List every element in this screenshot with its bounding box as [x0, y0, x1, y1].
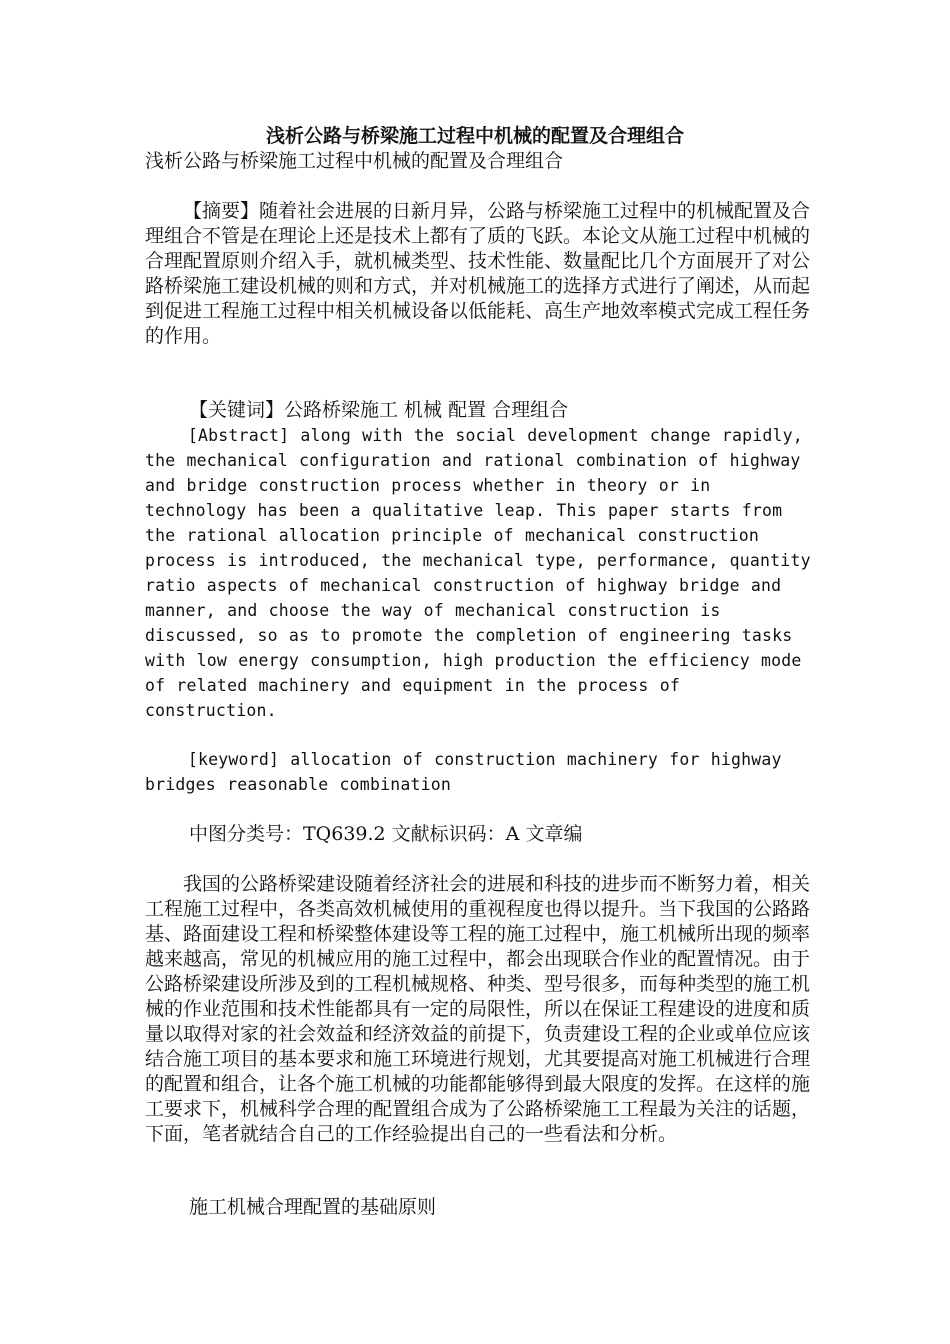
document-subtitle: 浅析公路与桥梁施工过程中机械的配置及合理组合 [145, 150, 564, 172]
keywords-en: [keyword] allocation of construction machinery for highway bridges reasonable combination [145, 750, 782, 794]
section-heading: 施工机械合理配置的基础原则 [189, 1196, 437, 1218]
abstract-cn: 【摘要】随着社会进展的日新月异，公路与桥梁施工过程中的机械配置及合理组合不管是在理论上还是技术上都有了质的飞跃。本论文从施工过程中机械的合理配置原则介绍入手，就机械类型、技术性能、数量配比几个方面展开了对公路桥梁施工建设机械的则和方式，并对机械施工的选择方式进行了阐述，从而起到促进工程施工过程中相关机械设备以低能耗、高生产地效率模式完成工程任务的作用。 [145, 200, 811, 347]
abstract-en: [Abstract] along with the social development change rapidly, the mechanical configuration and rational combination of highway and bridge construction process whether in theory or in technology has been a qualitative leap. This paper starts from the rational allocation principle of mechanical construction process is introduced, the mechanical type, performance, quantity ratio aspects of mechanical construction of highway bridge and manner, and choose the way of mechanical construction is discussed, so as to promote the completion of engineering tasks with low energy consumption, high production the efficiency mode of related machinery and equipment in the process of construction. [145, 426, 811, 720]
classification-line: 中图分类号：TQ639.2 文献标识码：A 文章编 [189, 823, 583, 845]
document-title: 浅析公路与桥梁施工过程中机械的配置及合理组合 [265, 125, 684, 147]
body-paragraph: 我国的公路桥梁建设随着经济社会的进展和科技的进步而不断努力着，相关工程施工过程中，各类高效机械使用的重视程度也得以提升。当下我国的公路路基、路面建设工程和桥梁整体建设等工程的施工过程中，施工机械所出现的频率越来越高，常见的机械应用的施工过程中，都会出现联合作业的配置情况。由于公路桥梁建设所涉及到的工程机械规格、种类、型号很多，而每种类型的施工机械的作业范围和技术性能都具有一定的局限性，所以在保证工程建设的进度和质量以取得对家的社会效益和经济效益的前提下，负责建设工程的企业或单位应该结合施工项目的基本要求和施工环境进行规划，尤其要提高对施工机械进行合理的配置和组合，让各个施工机械的功能都能够得到最大限度的发挥。在这样的施工要求下，机械科学合理的配置组合成为了公路桥梁施工工程最为关注的话题，下面，笔者就结合自己的工作经验提出自己的一些看法和分析。 [145, 873, 811, 1145]
keywords-cn: 【关键词】公路桥梁施工 机械 配置 合理组合 [189, 399, 569, 421]
